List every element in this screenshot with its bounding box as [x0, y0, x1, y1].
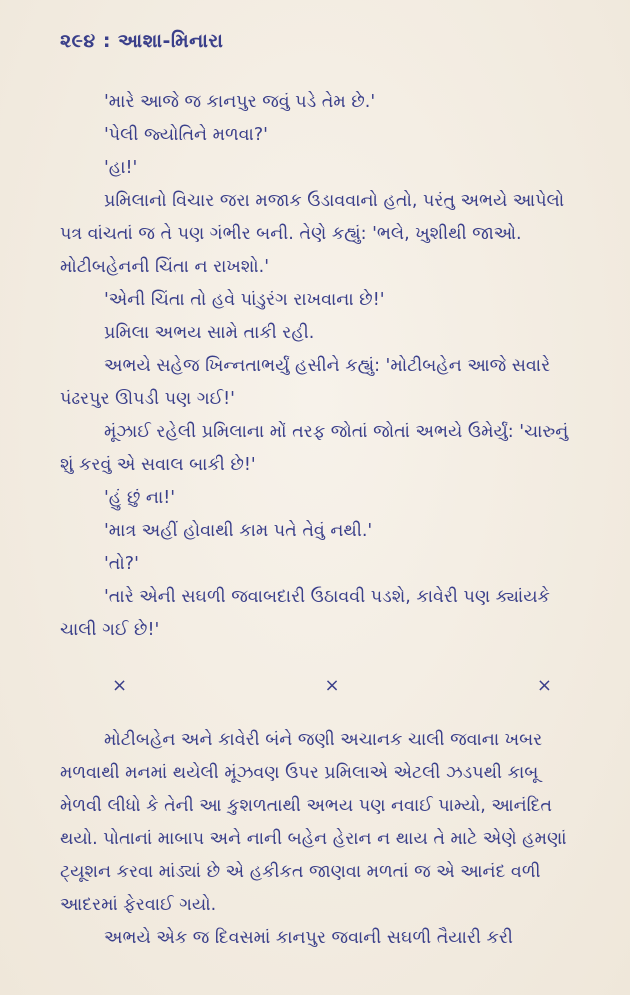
- section-break-mark: ×: [324, 675, 340, 696]
- paragraph: 'તો?': [104, 554, 139, 574]
- page-number: ૨૯૪: [60, 30, 96, 52]
- header-separator: :: [102, 30, 111, 52]
- paragraph: 'હું છું ના!': [104, 488, 176, 508]
- paragraph: અભયે સહેજ ખિન્નતાભર્યું હસીને કહ્યું: 'મોટીબહેન આજે સવારે પંઢરપુર ઊપડી પણ ગઈ!': [60, 356, 551, 409]
- paragraph: અભયે એક જ દિવસમાં કાનપુર જવાની સઘળી તૈયારી કરી: [104, 928, 513, 948]
- paragraph: 'માત્ર અહીં હોવાથી કામ પતે તેવું નથી.': [104, 521, 373, 541]
- paragraph: પ્રમિલા અભય સામે તાકી રહી.: [104, 323, 315, 343]
- paragraph: મૂંઝાઈ રહેલી પ્રમિલાના મોં તરફ જોતાં જોતાં અભયે ઉમેર્યું: 'ચારુનું શું કરવું એ સવાલ બાકી છે!': [60, 422, 569, 475]
- running-head: [60, 30, 580, 52]
- paragraph: પ્રમિલાનો વિચાર જરા મજાક ઉડાવવાનો હતો, પરંતુ અભયે આપેલો પત્ર વાંચતાં જ તે પણ ગંભીર બની. તેણે કહ્યું: 'ભલે, ખુશીથી જાઓ. મોટીબહેનની ચિંતા ન રાખશો.': [60, 191, 565, 277]
- body-text: [60, 86, 580, 955]
- paragraph: મોટીબહેન અને કાવેરી બંને જણી અચાનક ચાલી જવાના ખબર મળવાથી મનમાં થયેલી મૂંઝવણ ઉપર પ્રમિલાએ એટલી ઝડપથી કાબૂ મેળવી લીધો કે તેની આ કુશળતાથી અભય પણ નવાઈ પામ્યો, આનંદિત થયો. પોતાનાં માબાપ અને નાની બહેન હેરાન ન થાય તે માટે એણે હમણાં ટ્યૂશન કરવા માંડ્યાં છે એ હકીકત જાણવા મળતાં જ એ આનંદ વળી આદરમાં ફેરવાઈ ગયો.: [60, 730, 567, 915]
- paragraph: 'મારે આજે જ કાનપુર જવું પડે તેમ છે.': [104, 92, 376, 112]
- book-title: આશા-મિનારા: [118, 30, 224, 52]
- section-break-mark: ×: [536, 675, 552, 696]
- section-break-mark: ×: [112, 675, 128, 696]
- section-break: [60, 669, 580, 702]
- paragraph: 'પેલી જ્યોતિને મળવા?': [104, 125, 268, 145]
- paragraph: 'તારે એની સઘળી જવાબદારી ઉઠાવવી પડશે, કાવેરી પણ ક્યાંયકે ચાલી ગઈ છે!': [60, 587, 550, 640]
- paragraph: 'હા!': [104, 158, 138, 178]
- paragraph: 'એની ચિંતા તો હવે પાંડુરંગ રાખવાના છે!': [104, 290, 385, 310]
